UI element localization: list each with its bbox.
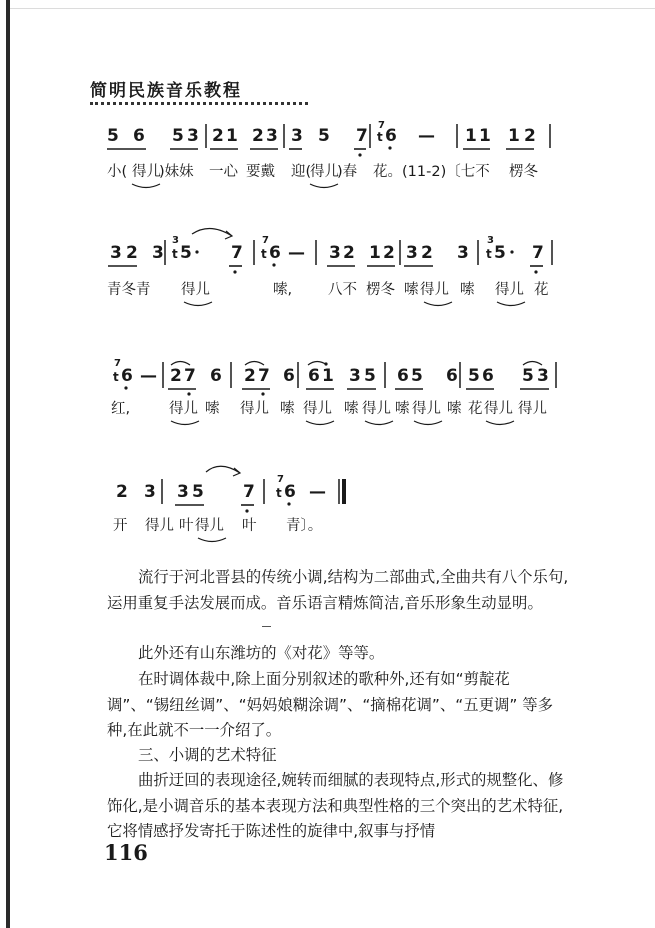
svg-text:7: 7 <box>378 120 385 131</box>
body-paragraph-3: 在时调体裁中,除上面分别叙述的歌种外,还有如“剪靛花调”、“锡纽丝调”、“妈妈娘糊涂调”、“摘棉花调”、“五更调” 等多种,在此就不一一介绍了。 <box>107 670 554 739</box>
lyric-syllable: 叶 <box>179 518 194 534</box>
lyric-syllable: )春 <box>337 164 358 180</box>
svg-text:t: t <box>172 247 178 261</box>
svg-text:2: 2 <box>524 126 536 146</box>
svg-text:7: 7 <box>262 235 269 246</box>
lyric-syllable: 开 <box>113 518 128 534</box>
lyric-syllable: 得儿 <box>132 164 161 180</box>
svg-text:6: 6 <box>397 366 409 386</box>
svg-text:1: 1 <box>465 126 477 146</box>
svg-text:7: 7 <box>243 482 255 502</box>
lyric-syllable: 青冬青 <box>107 282 151 298</box>
svg-text:3: 3 <box>329 243 341 263</box>
lyric-syllable: 花 <box>468 401 483 417</box>
svg-text:1: 1 <box>479 126 491 146</box>
svg-text:6: 6 <box>269 243 281 263</box>
svg-text:1: 1 <box>322 366 334 386</box>
svg-text:7: 7 <box>277 474 284 485</box>
svg-text:3: 3 <box>144 482 156 502</box>
lyric-syllable: 得儿 <box>420 282 449 298</box>
lyric-syllable: 迎( <box>291 164 312 180</box>
svg-text:6: 6 <box>482 366 494 386</box>
lyric-syllable: 红, <box>111 401 131 417</box>
svg-text:7: 7 <box>114 358 121 369</box>
print-speck <box>262 626 271 627</box>
svg-text:7: 7 <box>532 243 544 263</box>
svg-text:6: 6 <box>283 366 295 386</box>
svg-text:—: — <box>309 482 326 502</box>
page-number: 116 <box>104 840 148 865</box>
lyric-syllable: 嗦 <box>205 401 220 417</box>
svg-text:2: 2 <box>212 126 224 146</box>
svg-text:t: t <box>377 130 383 144</box>
lyric-syllable: 小( <box>107 164 128 180</box>
svg-text:6: 6 <box>446 366 458 386</box>
svg-text:3: 3 <box>187 126 199 146</box>
svg-text:5: 5 <box>180 243 192 263</box>
lyrics-layer <box>107 162 549 534</box>
lyric-syllable: 得儿 <box>484 401 513 417</box>
svg-text:1: 1 <box>508 126 520 146</box>
lyric-syllable: 得儿 <box>495 282 524 298</box>
lyric-syllable: 花。(11-2)〔七不 <box>373 164 490 180</box>
svg-text:1: 1 <box>369 243 381 263</box>
svg-text:6: 6 <box>284 482 296 502</box>
svg-text:5: 5 <box>522 366 534 386</box>
svg-text:—: — <box>288 243 305 263</box>
lyric-syllable: 嗦 <box>280 401 295 417</box>
svg-text:t: t <box>261 247 267 261</box>
running-header: 简明民族音乐教程 <box>90 81 242 101</box>
lyric-syllable: 得儿 <box>362 401 391 417</box>
svg-text:3: 3 <box>349 366 361 386</box>
svg-text:7: 7 <box>231 243 243 263</box>
lyric-syllable: 楞冬 <box>509 164 538 180</box>
svg-text:2: 2 <box>126 243 138 263</box>
lyric-syllable: 得儿 <box>240 401 269 417</box>
svg-text:3: 3 <box>110 243 122 263</box>
section-heading: 三、小调的艺术特征 <box>138 746 277 764</box>
svg-text:2: 2 <box>383 243 395 263</box>
svg-text:5: 5 <box>494 243 506 263</box>
svg-text:—: — <box>140 366 157 386</box>
lyric-syllable: 嗦, <box>273 282 293 298</box>
svg-text:6: 6 <box>133 126 145 146</box>
svg-text:t: t <box>113 370 119 384</box>
svg-text:2: 2 <box>421 243 433 263</box>
lyric-syllable: )妹妹 <box>159 164 194 180</box>
lyric-syllable: 八不 <box>328 282 357 298</box>
svg-text:t: t <box>486 247 492 261</box>
svg-text:6: 6 <box>385 126 397 146</box>
body-paragraph-4: 曲折迂回的表现途径,婉转而细腻的表现特点,形式的规整化、修饰化,是小调音乐的基本表现方法和典型性格的三个突出的艺术特征,它将情感抒发寄托于陈述性的旋律中,叙事与抒情 <box>107 771 564 840</box>
svg-text:5: 5 <box>192 482 204 502</box>
svg-text:3: 3 <box>152 243 164 263</box>
svg-text:6: 6 <box>210 366 222 386</box>
svg-text:3: 3 <box>177 482 189 502</box>
body-paragraph-2: 此外还有山东潍坊的《对花》等等。 <box>138 644 385 662</box>
svg-text:3: 3 <box>487 235 494 246</box>
svg-text:3: 3 <box>291 126 303 146</box>
svg-text:6: 6 <box>308 366 320 386</box>
lyric-syllable: 楞冬 <box>366 282 395 298</box>
svg-text:t: t <box>276 486 282 500</box>
lyric-syllable: 一心 <box>209 164 238 180</box>
lyric-syllable: 嗦 <box>460 282 475 298</box>
svg-text:3: 3 <box>537 366 549 386</box>
svg-text:6: 6 <box>121 366 133 386</box>
svg-text:2: 2 <box>252 126 264 146</box>
lyric-syllable: 嗦 <box>404 282 419 298</box>
lyric-syllable: 得儿 <box>145 518 174 534</box>
svg-text:2: 2 <box>244 366 256 386</box>
svg-text:3: 3 <box>457 243 469 263</box>
lyric-syllable: 嗦 <box>344 401 359 417</box>
lyric-syllable: 得儿 <box>169 401 198 417</box>
lyric-syllable: 得儿 <box>303 401 332 417</box>
lyric-syllable: 嗦 <box>447 401 462 417</box>
lyric-syllable: 花 <box>534 282 549 298</box>
svg-text:1: 1 <box>226 126 238 146</box>
lyric-syllable: 得儿 <box>181 282 210 298</box>
lyric-syllable: 青〕。 <box>286 518 323 534</box>
svg-text:5: 5 <box>364 366 376 386</box>
svg-text:7: 7 <box>258 366 270 386</box>
lyric-syllable: 嗦 <box>395 401 410 417</box>
svg-text:5: 5 <box>411 366 423 386</box>
svg-text:7: 7 <box>356 126 368 146</box>
svg-text:2: 2 <box>170 366 182 386</box>
svg-text:3: 3 <box>172 235 179 246</box>
body-paragraph-1: 流行于河北晋县的传统小调,结构为二部曲式,全曲共有八个乐句,运用重复手法发展而成。音乐语言精炼简洁,音乐形象生动显明。 <box>107 568 569 612</box>
svg-text:5: 5 <box>468 366 480 386</box>
svg-text:2: 2 <box>343 243 355 263</box>
svg-text:5: 5 <box>107 126 119 146</box>
svg-text:—: — <box>418 126 435 146</box>
lyric-syllable: 得儿 <box>412 401 441 417</box>
svg-text:5: 5 <box>172 126 184 146</box>
lyric-syllable: 要戴 <box>246 164 275 180</box>
lyric-syllable: 得儿 <box>518 401 547 417</box>
svg-text:3: 3 <box>406 243 418 263</box>
svg-text:3: 3 <box>266 126 278 146</box>
lyric-syllable: 得儿 <box>310 164 339 180</box>
lyric-syllable: 叶 <box>242 518 257 534</box>
svg-text:5: 5 <box>318 126 330 146</box>
svg-text:2: 2 <box>116 482 128 502</box>
svg-text:7: 7 <box>184 366 196 386</box>
lyric-syllable: 得儿 <box>195 518 224 534</box>
